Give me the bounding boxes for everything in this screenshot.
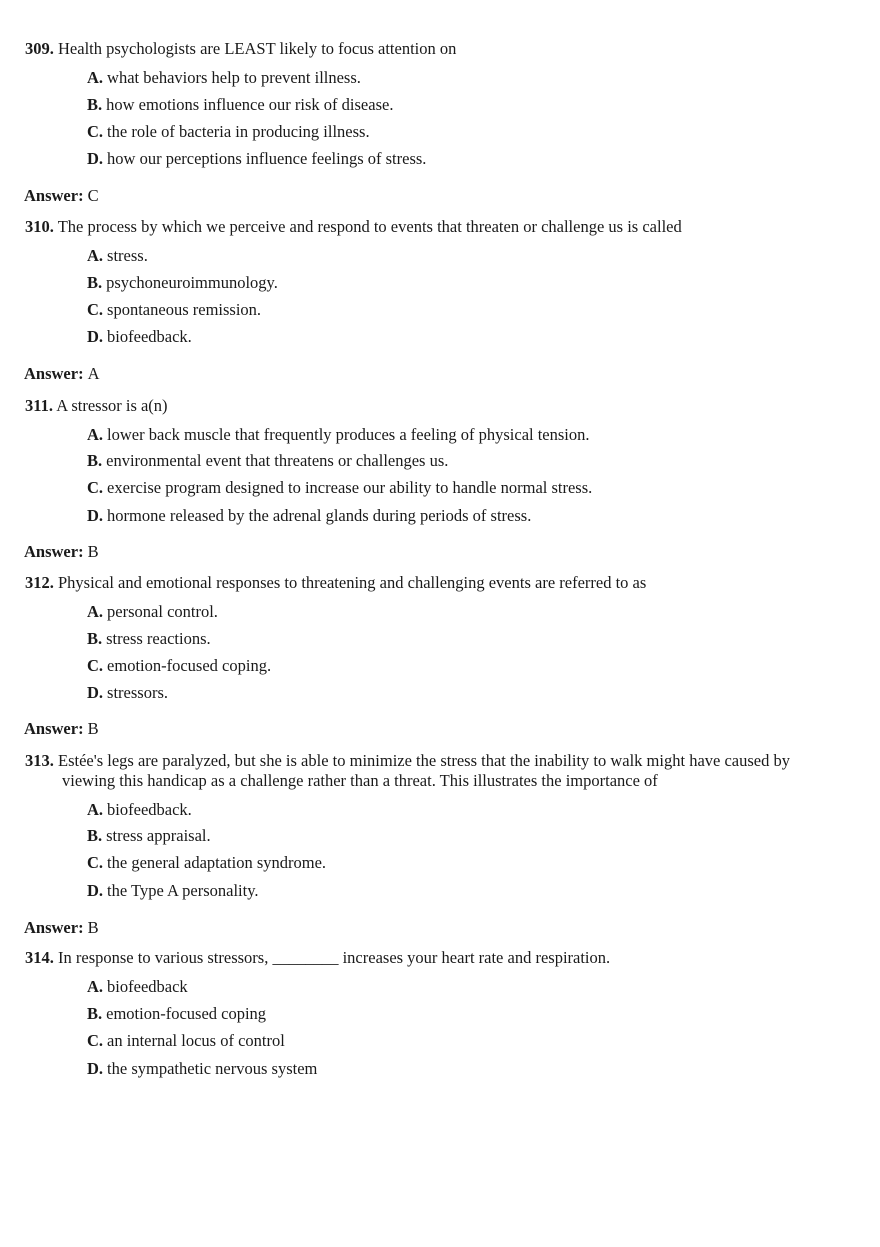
question-stem: A stressor is a(n) <box>56 396 168 415</box>
option-letter: D. <box>87 683 104 702</box>
question-stem-continuation <box>62 771 852 791</box>
answer-310 <box>24 364 100 384</box>
option-letter: B. <box>87 95 103 114</box>
option-b <box>87 451 847 471</box>
option-letter: C. <box>87 1031 104 1050</box>
option-text: the sympathetic nervous system <box>107 1059 318 1078</box>
option-d <box>87 506 847 526</box>
question-312 <box>25 573 845 593</box>
option-text: the general adaptation syndrome. <box>107 853 327 872</box>
option-c <box>87 853 847 873</box>
question-314 <box>25 948 845 968</box>
question-number: 310. <box>25 217 54 236</box>
option-text: how emotions influence our risk of disease. <box>106 95 394 114</box>
option-letter: D. <box>87 506 104 525</box>
option-c <box>87 1031 847 1051</box>
option-text: the Type A personality. <box>107 881 259 900</box>
question-310 <box>25 217 845 237</box>
question-number: 313. <box>25 751 54 770</box>
option-text: hormone released by the adrenal glands during periods of stress. <box>107 506 532 525</box>
option-b <box>87 273 847 293</box>
option-a <box>87 68 847 88</box>
answer-label: Answer: <box>24 186 84 205</box>
option-letter: B. <box>87 1004 103 1023</box>
option-letter: C. <box>87 853 104 872</box>
option-c <box>87 122 847 142</box>
option-d <box>87 683 847 703</box>
question-number: 314. <box>25 948 54 967</box>
option-letter: A. <box>87 602 104 621</box>
option-letter: D. <box>87 1059 104 1078</box>
option-letter: B. <box>87 629 103 648</box>
answer-value: B <box>87 542 99 561</box>
option-letter: D. <box>87 149 104 168</box>
option-letter: C. <box>87 478 104 497</box>
option-b <box>87 629 847 649</box>
option-text: what behaviors help to prevent illness. <box>107 68 361 87</box>
option-text: personal control. <box>107 602 218 621</box>
option-text: environmental event that threatens or challenges us. <box>106 451 449 470</box>
answer-value: C <box>87 186 99 205</box>
option-letter: C. <box>87 656 104 675</box>
option-letter: D. <box>87 881 104 900</box>
question-stem: In response to various stressors, ________ increases your heart rate and respiration. <box>58 948 611 967</box>
answer-value: B <box>87 719 99 738</box>
option-text: how our perceptions influence feelings of stress. <box>107 149 427 168</box>
option-letter: A. <box>87 68 104 87</box>
option-letter: A. <box>87 977 104 996</box>
option-d <box>87 149 847 169</box>
option-a <box>87 425 847 445</box>
option-text: lower back muscle that frequently produces a feeling of physical tension. <box>107 425 590 444</box>
option-text: the role of bacteria in producing illness. <box>107 122 370 141</box>
option-text: stress appraisal. <box>106 826 211 845</box>
option-letter: A. <box>87 425 104 444</box>
answer-label: Answer: <box>24 719 84 738</box>
option-letter: A. <box>87 800 104 819</box>
option-letter: D. <box>87 327 104 346</box>
option-d <box>87 881 847 901</box>
option-letter: B. <box>87 451 103 470</box>
option-letter: C. <box>87 122 104 141</box>
question-311 <box>25 396 845 416</box>
option-text: psychoneuroimmunology. <box>106 273 278 292</box>
answer-label: Answer: <box>24 918 84 937</box>
question-stem: Health psychologists are LEAST likely to focus attention on <box>58 39 457 58</box>
option-text: biofeedback. <box>107 800 192 819</box>
option-letter: A. <box>87 246 104 265</box>
answer-313 <box>24 918 99 938</box>
answer-311 <box>24 542 99 562</box>
answer-label: Answer: <box>24 364 84 383</box>
option-d <box>87 327 847 347</box>
option-text: stress reactions. <box>106 629 211 648</box>
option-letter: C. <box>87 300 104 319</box>
option-text: stressors. <box>107 683 169 702</box>
answer-value: A <box>87 364 100 383</box>
question-313 <box>25 751 845 771</box>
question-309 <box>25 39 845 59</box>
option-c <box>87 656 847 676</box>
option-text: emotion-focused coping <box>106 1004 267 1023</box>
question-number: 311. <box>25 396 53 415</box>
question-stem-line-1: Estée's legs are paralyzed, but she is able to minimize the stress that the inability to walk might have caused by <box>58 751 790 770</box>
question-stem: Physical and emotional responses to threatening and challenging events are referred to as <box>58 573 647 592</box>
answer-312 <box>24 719 99 739</box>
option-b <box>87 95 847 115</box>
option-text: an internal locus of control <box>107 1031 285 1050</box>
option-text: emotion-focused coping. <box>107 656 272 675</box>
question-stem: The process by which we perceive and respond to events that threaten or challenge us is called <box>57 217 682 236</box>
question-number: 309. <box>25 39 54 58</box>
answer-309 <box>24 186 99 206</box>
option-a <box>87 977 847 997</box>
option-b <box>87 1004 847 1024</box>
option-letter: B. <box>87 273 103 292</box>
option-text: biofeedback. <box>107 327 192 346</box>
option-c <box>87 478 847 498</box>
option-c <box>87 300 847 320</box>
question-number: 312. <box>25 573 54 592</box>
question-stem-line-2: viewing this handicap as a challenge rather than a threat. This illustrates the importance of <box>62 771 658 790</box>
option-text: spontaneous remission. <box>107 300 262 319</box>
option-a <box>87 800 847 820</box>
option-text: exercise program designed to increase our ability to handle normal stress. <box>107 478 593 497</box>
option-text: stress. <box>107 246 148 265</box>
answer-value: B <box>87 918 99 937</box>
option-a <box>87 602 847 622</box>
option-letter: B. <box>87 826 103 845</box>
option-b <box>87 826 847 846</box>
option-a <box>87 246 847 266</box>
option-d <box>87 1059 847 1079</box>
answer-label: Answer: <box>24 542 84 561</box>
option-text: biofeedback <box>107 977 188 996</box>
